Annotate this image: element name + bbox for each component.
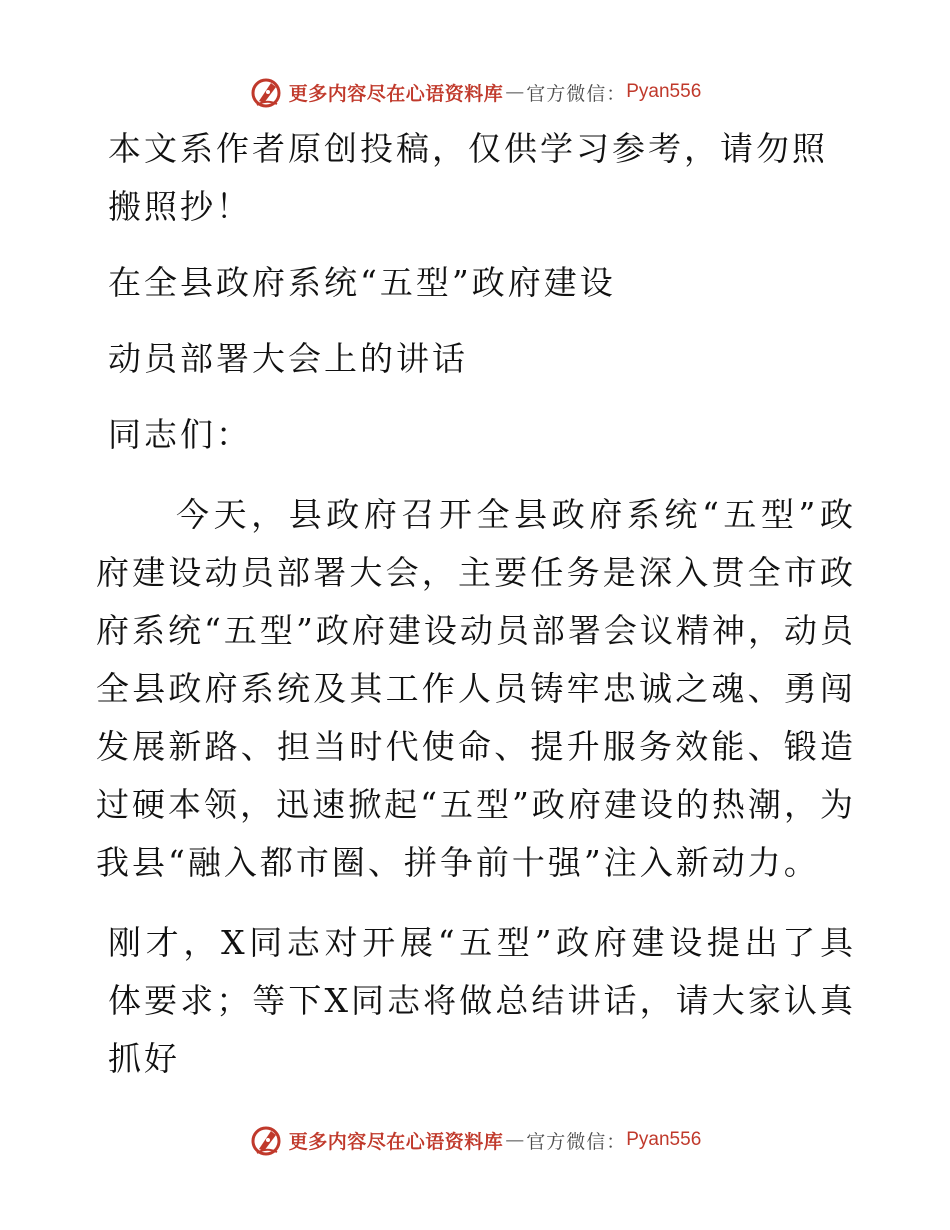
salutation: 同志们：	[108, 415, 252, 454]
banner-wechat-label: 官方微信：	[526, 82, 627, 105]
paragraph-opening: 今天，县政府召开全县政府系统“五型”政府建设动员部署大会，主要任务是深入贯全市政府系统“五型”政府建设动员部署会议精神，动员全县政府系统及其工作人员铸牢忠诚之魂、勇闯发展新路、担当时代使命、提升服务效能、锻造过硬本领，迅速掀起“五型”政府建设的热潮，为我县“融入都市圈、拼争前十强”注入新动力。	[96, 495, 856, 882]
paragraph-requirements: 刚才，X同志对开展“五型”政府建设提出了具体要求；等下X同志将做总结讲话，请大家认真抓好	[108, 923, 856, 1078]
copyright-notice: 本文系作者原创投稿，仅供学习参考，请勿照搬照抄！	[108, 129, 828, 226]
pen-nib-logo-icon	[249, 1123, 283, 1157]
header-watermark-banner	[0, 70, 950, 114]
banner-brand-text: 更多内容尽在心语资料库	[288, 82, 504, 105]
speech-title-line-2: 动员部署大会上的讲话	[108, 339, 468, 378]
banner-dash: —	[505, 1129, 525, 1151]
document-body	[96, 120, 856, 1088]
footer-watermark-banner	[0, 1118, 950, 1162]
banner-wechat-label: 官方微信：	[526, 1130, 627, 1153]
banner-wechat-id: Pyan556	[626, 1129, 702, 1150]
banner-dash: —	[505, 81, 525, 103]
banner-brand-text: 更多内容尽在心语资料库	[288, 1130, 504, 1153]
speech-title-line-1: 在全县政府系统“五型”政府建设	[108, 263, 616, 302]
pen-nib-logo-icon	[249, 75, 283, 109]
banner-wechat-id: Pyan556	[626, 81, 702, 102]
